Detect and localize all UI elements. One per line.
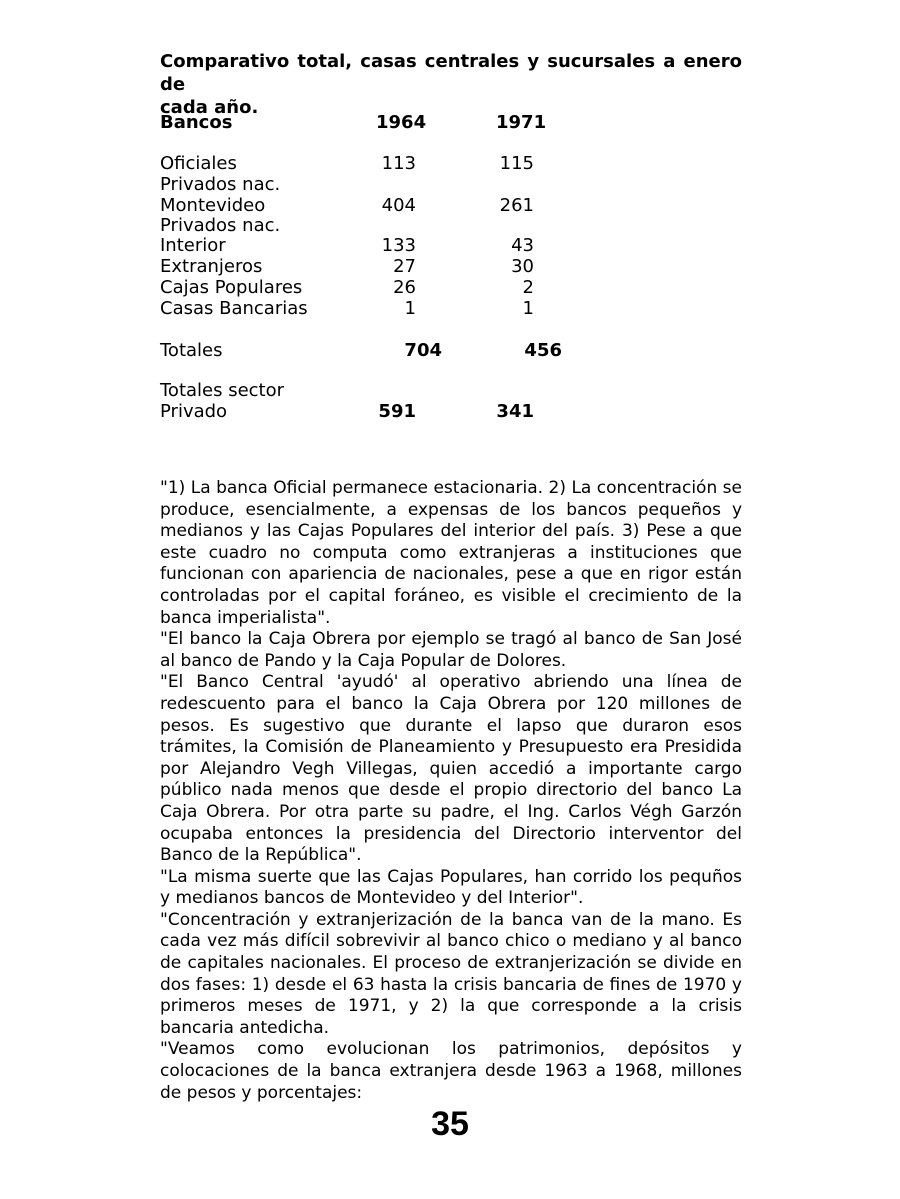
value-1971: 2 (522, 277, 534, 298)
private-totals-label-2: Privado (160, 401, 228, 422)
value-1971: 30 (511, 256, 534, 277)
row-label: Montevideo (160, 195, 266, 216)
value-1964: 26 (393, 277, 416, 298)
body-text (160, 478, 742, 1104)
heading-line-2: cada año. (160, 97, 259, 118)
row-label: Interior (160, 235, 226, 256)
row-label: Casas Bancarias (160, 298, 308, 319)
value-1964: 404 (381, 195, 416, 216)
value-1964: 27 (393, 256, 416, 277)
private-totals-label-1: Totales sector (160, 380, 285, 401)
paragraph: "Concentración y extranjerización de la banca van de la mano. Es cada vez más difícil sobrevivir al banco chico o mediano y al banco de capitales nacionales. El proceso de extranjerización se divide en dos fases: 1) desde el 63 hasta la crisis bancaria de fines de 1970 y primeros meses de 1971, y 2) la que corresponde a la crisis bancaria antedicha. (160, 909, 742, 1038)
page-number: 35 (431, 1105, 469, 1143)
row-label: Privados nac. (160, 215, 281, 236)
totals-1971: 456 (524, 340, 562, 361)
value-1971: 1 (522, 298, 534, 319)
row-label: Cajas Populares (160, 277, 303, 298)
totals-1964: 704 (404, 340, 442, 361)
header-label: Bancos (160, 112, 233, 133)
value-1971: 43 (511, 235, 534, 256)
header-1964: 1964 (376, 112, 427, 133)
totals-label: Totales (160, 340, 223, 361)
private-totals-1964: 591 (378, 401, 416, 422)
row-label: Extranjeros (160, 256, 263, 277)
heading-line-1: Comparativo total, casas centrales y sucursales a enero de (160, 51, 742, 95)
value-1971: 261 (499, 195, 534, 216)
paragraph: "1) La banca Oficial permanece estacionaria. 2) La concentración se produce, esencialmente, a expensas de los bancos pequeños y medianos y las Cajas Populares del interior del país. 3) Pese a que este cuadro no computa como extranjeras a instituciones que funcionan con apariencia de nacionales, pese a que en rigor están controladas por el capital foráneo, es visible el crecimiento de la banca imperialista". (160, 478, 742, 628)
value-1964: 1 (404, 298, 416, 319)
paragraph: "La misma suerte que las Cajas Populares, han corrido los pequños y medianos bancos de Montevideo y del Interior". (160, 866, 742, 909)
value-1971: 115 (499, 153, 534, 174)
paragraph: "El Banco Central 'ayudó' al operativo abriendo una línea de redescuento para el banco la Caja Obrera por 120 millones de pesos. Es sugestivo que durante el lapso que duraron esos trámites, la Comisión de Planeamiento y Presupuesto era Presidida por Alejandro Vegh Villegas, quien accedió a importante cargo público nada menos que desde el propio directorio del banco La Caja Obrera. Por otra parte su padre, el Ing. Carlos Végh Garzón ocupaba entonces la presidencia del Directorio interventor del Banco de la República". (160, 672, 742, 866)
value-1964: 133 (381, 235, 416, 256)
value-1964: 113 (381, 153, 416, 174)
row-label: Oficiales (160, 153, 237, 174)
banks-comparison-table (0, 0, 900, 440)
row-label: Privados nac. (160, 174, 281, 195)
paragraph: "El banco la Caja Obrera por ejemplo se tragó al banco de San José al banco de Pando y la Caja Popular de Dolores. (160, 629, 742, 671)
paragraph: "Veamos como evolucionan los patrimonios, depósitos y colocaciones de la banca extranjera desde 1963 a 1968, millones de pesos y porcentajes: (160, 1039, 742, 1103)
private-totals-1971: 341 (496, 401, 534, 422)
header-1971: 1971 (496, 112, 547, 133)
